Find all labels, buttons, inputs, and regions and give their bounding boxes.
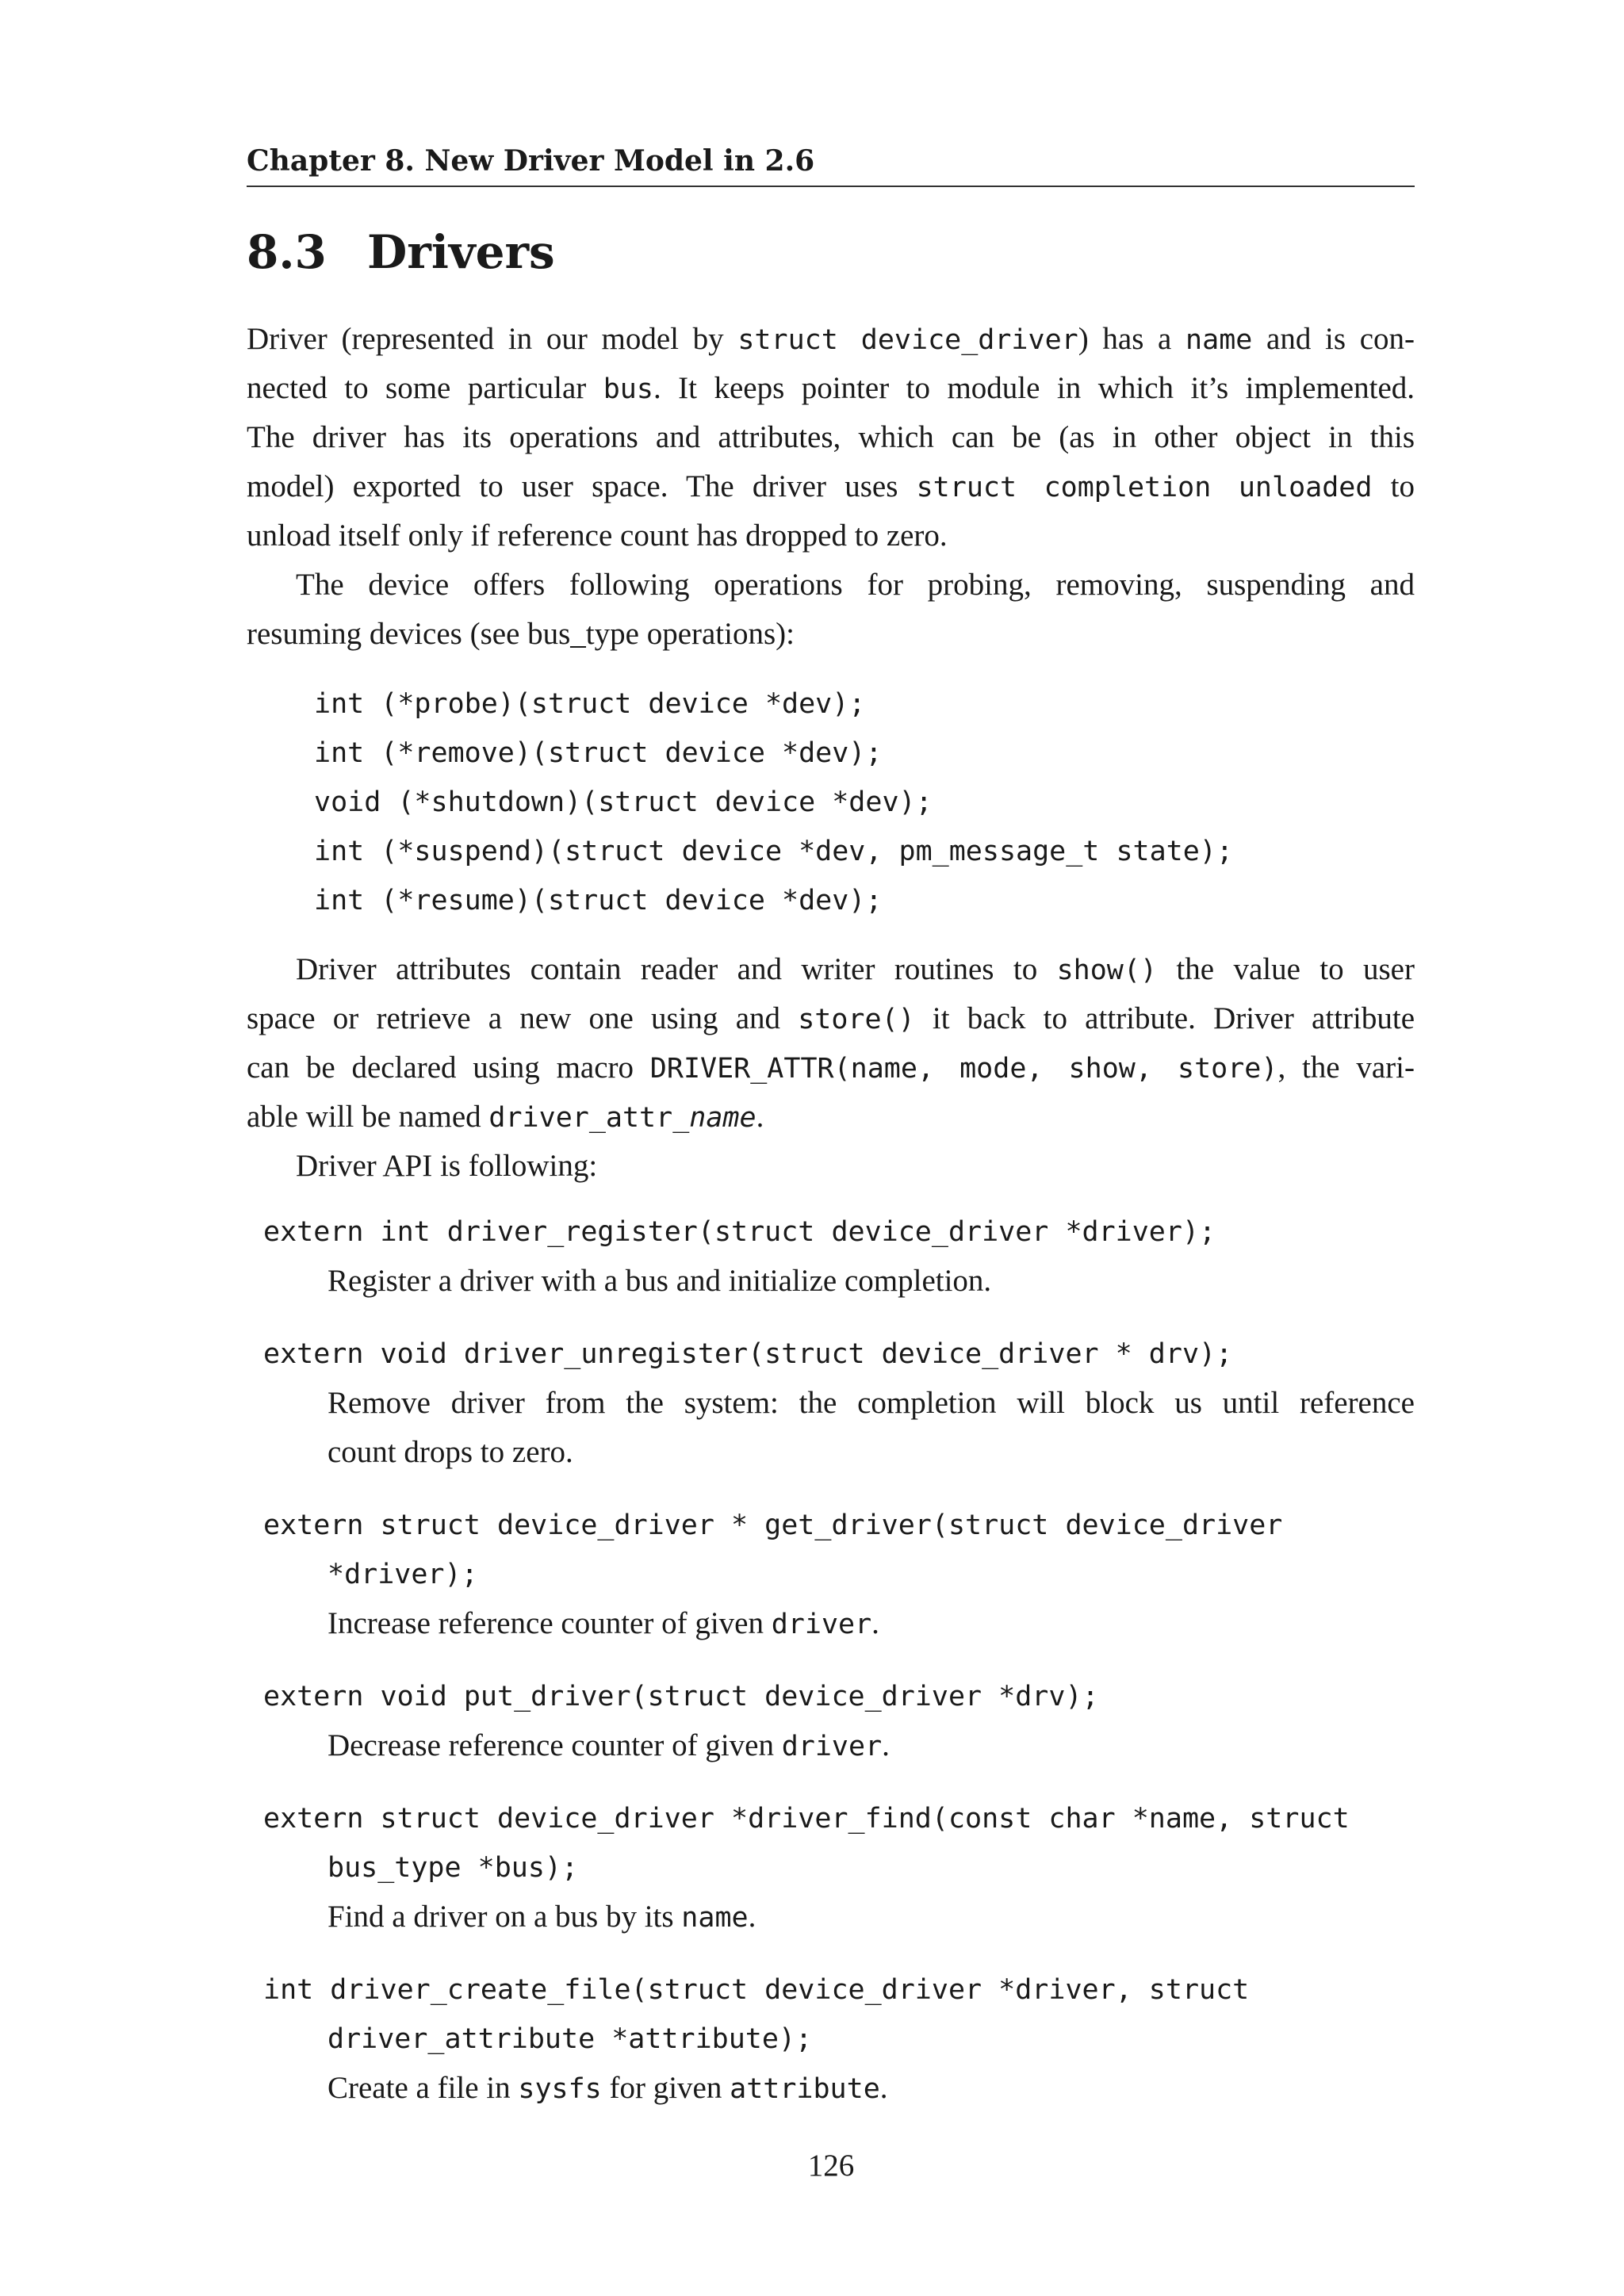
text: Driver (represented in our model by <box>247 322 738 356</box>
code-driver-attr-name: name <box>689 1102 756 1134</box>
intro-line-2 <box>247 364 1415 414</box>
api-put-signature: extern void put_driver(struct device_driver *drv); <box>263 1681 1099 1712</box>
text: and is con- <box>1252 322 1415 356</box>
text: to <box>1372 469 1415 503</box>
code-store: store() <box>798 1004 915 1035</box>
text: nected to some particular <box>247 371 603 405</box>
text: . <box>756 1100 764 1134</box>
code-bus: bus <box>603 373 653 405</box>
code-name: name <box>681 1902 749 1934</box>
attrs-line-2 <box>247 994 1415 1044</box>
page-number: 126 <box>807 2149 855 2183</box>
api-intro: Driver API is following: <box>296 1149 598 1183</box>
text: able will be named <box>247 1100 489 1134</box>
text: . <box>879 2071 888 2105</box>
api-put-description <box>327 1721 890 1771</box>
text: Decrease reference counter of given <box>327 1728 782 1762</box>
running-head: Chapter 8. New Driver Model in 2.6 <box>247 144 815 178</box>
api-unregister-description-1: Remove driver from the system: the completion will block us until reference <box>327 1386 1415 1420</box>
code-sysfs: sysfs <box>518 2073 602 2105</box>
intro-line-1 <box>247 315 1415 365</box>
text: space or retrieve a new one using and <box>247 1001 799 1035</box>
text: , the vari- <box>1277 1050 1415 1085</box>
code-driver-attr-prefix: driver_attr_ <box>488 1102 690 1134</box>
text: . <box>748 1900 756 1934</box>
api-unregister-description-2: count drops to zero. <box>327 1435 573 1469</box>
code-driver: driver <box>781 1731 883 1762</box>
code-line-probe: int (*probe)(struct device *dev); <box>314 688 866 720</box>
intro-line-4 <box>247 462 1415 512</box>
api-find-description <box>327 1892 756 1942</box>
code-line-resume: int (*resume)(struct device *dev); <box>314 885 883 916</box>
code-struct-completion: struct completion unloaded <box>916 472 1373 503</box>
code-driver-attr-macro: DRIVER_ATTR(name, mode, show, store) <box>649 1053 1278 1085</box>
api-register-signature: extern int driver_register(struct device_driver *driver); <box>263 1216 1216 1248</box>
text: it back to attribute. Driver attribute <box>914 1001 1415 1035</box>
intro-line-5: unload itself only if reference count has dropped to zero. <box>247 519 948 553</box>
text: Driver attributes contain reader and writer routines to <box>296 952 1057 986</box>
api-create-file-signature-2: driver_attribute *attribute); <box>327 2023 813 2055</box>
text: ) has a <box>1078 322 1186 356</box>
api-create-file-signature-1: int driver_create_file(struct device_driver *driver, struct <box>263 1974 1250 2006</box>
code-line-suspend: int (*suspend)(struct device *dev, pm_message_t state); <box>314 836 1233 867</box>
code-driver: driver <box>771 1609 872 1640</box>
code-attribute: attribute <box>730 2073 880 2105</box>
header-rule <box>247 186 1415 187</box>
attrs-line-1 <box>296 945 1415 995</box>
section-title: Drivers <box>367 225 555 279</box>
code-show: show() <box>1056 955 1158 986</box>
text: Increase reference counter of given <box>327 1606 772 1640</box>
text: can be declared using macro <box>247 1050 650 1085</box>
api-unregister-signature: extern void driver_unregister(struct device_driver * drv); <box>263 1338 1233 1370</box>
code-name: name <box>1185 324 1253 356</box>
api-find-signature-1: extern struct device_driver *driver_find(const char *name, struct <box>263 1803 1350 1835</box>
api-register-description: Register a driver with a bus and initialize completion. <box>327 1264 992 1298</box>
api-get-description <box>327 1599 879 1649</box>
text: Create a file in <box>327 2071 519 2105</box>
section-number: 8.3 <box>247 225 327 279</box>
intro-line-3: The driver has its operations and attributes, which can be (as in other object in this <box>247 420 1415 454</box>
code-line-shutdown: void (*shutdown)(struct device *dev); <box>314 786 933 818</box>
code-struct-device-driver: struct device_driver <box>737 324 1078 356</box>
text: the value to user <box>1157 952 1415 986</box>
text: for given <box>601 2071 730 2105</box>
text: . <box>871 1606 879 1640</box>
api-create-file-description <box>327 2064 888 2114</box>
text: Find a driver on a bus by its <box>327 1900 682 1934</box>
section-heading <box>247 220 555 284</box>
attrs-line-4 <box>247 1093 764 1142</box>
ops-intro-line-2: resuming devices (see bus_type operations): <box>247 617 795 651</box>
text: . It keeps pointer to module in which it’s implemented. <box>653 371 1415 405</box>
code-line-remove: int (*remove)(struct device *dev); <box>314 737 883 769</box>
ops-intro-line-1: The device offers following operations for probing, removing, suspending and <box>296 568 1415 602</box>
api-get-signature-2: *driver); <box>327 1559 478 1590</box>
attrs-line-3 <box>247 1043 1415 1093</box>
text: model) exported to user space. The driver uses <box>247 469 917 503</box>
text: . <box>882 1728 890 1762</box>
api-find-signature-2: bus_type *bus); <box>327 1852 579 1884</box>
api-get-signature-1: extern struct device_driver * get_driver(struct device_driver <box>263 1510 1283 1541</box>
